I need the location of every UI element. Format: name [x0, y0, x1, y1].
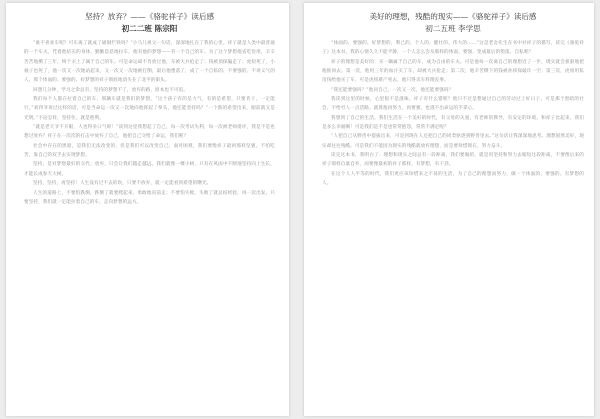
right-page-author: 初二五班 李学思 [425, 24, 481, 33]
right-paragraph-1: “体面的、要强的、好梦想的、利己的、个人的、健壮的、伟大的……”这是老舍先生在书中对祥子的描写。读完《骆驼祥子》这本书，我的心情久久不能平静，一个人怎么会从那样的体面、要强，变成最后的堕落、自私呢？ [322, 41, 584, 56]
right-paragraph-6: “人把自己从野兽中提拔出来，可是到现在人还把自己的同类驱逐到野兽里去。”这句话让我深深地思考。理想固然美好，现实却往往残酷。可是我们不能因为现实的残酷就放弃理想，而是要珍惜现在，努力奋斗。 [322, 134, 584, 149]
left-paragraph-6: 坚持，是对梦想最好的交代；放弃，只会让我们越走越远。我们就像一棵小树，只有在风雨中不断地坚持向上生长，才能长成参天大树。 [24, 162, 275, 177]
left-paragraph-7: 坚持，坚持，再坚持！人生没有过不去的坎，只要不放弃，就一定能看到希望的曙光。 [33, 181, 212, 187]
right-paragraph-7: 读完这本书，我明白了：理想和现实之间总有一段距离，我们要做的，就是用坚持和努力去缩短这段距离。不要像后来的祥子那样自暴自弃，而要像最初的祥子那样，有梦想，有干劲。 [322, 153, 584, 168]
left-paragraph-3: 我们每个人都在拉着自己的车，那辆车就是我们的梦想。“这个孩子有的是力气，有的是希望，只要肯干，一定能行。”刘四爷说过这样的话，可是当命运一次又一次地向他挥起了拳头，他还能坚持吗？“一个新的希望出来，眼前就又是光明。”不论怎样，坚持住，就是胜利。 [24, 97, 275, 121]
right-paragraph-3: “我还能要强吗？”他问自己，一次又一次，他还能要强吗？ [331, 87, 454, 93]
left-paragraph-1: “谁不喜欢车呢？可车离了就成了破铜烂铁吗？”小马儿祖父一句话，深深地扎在了我的心里。祥子就是人类中最普通的一个车夫，凭着他结实的身体，勤勤恳恳地拉车，他有他的梦想——有一个自己的车。为了这个梦想他省吃俭用，辛辛苦苦地攒了三年，终于买上了属于自己的车。可是命运却不肯放过他，车被大兵抢走了；钱被侦探骗走了；虎妞死了，小福子也死了，他一次又一次地站起来，又一次又一次地被打倒，最后他堕落了，成了一个自私的、不要强的、不讲义气的人，那个体面的、要强的、好梦想的祥子彻底地消失在了北平的街头。 [24, 41, 275, 84]
right-paragraph-5: 我想到了自己的生活。我们生活在一个美好的时代，有父母的关爱，有老师的教导，有安定的环境。和祥子比起来，我们是多么幸福啊！可是我们是不是也常常抱怨，常常不满足呢？ [322, 115, 584, 131]
left-paragraph-8: 人生的道路上，不要怕跌倒，跌倒了就要爬起来，勇敢地向前走；不要怕失败，失败了就总结经验，再一次出发。只要坚持，我们就一定能拉着自己的车，走向梦想的远方。 [24, 190, 275, 205]
right-paragraph-2: 祥子的理想是美好的：买一辆属于自己的车，成为自由的车夫。可是他每一次离自己的理想近了一步，现实就会狠狠地把他推回去。第一次，他用三年的血汗买了车，却被大兵抢走；第二次，他辛苦攒下的钱被孙侦探敲诈一空；第三次，虎妞用私房钱给他买了车，可是虎妞难产死去，他只得卖车料理丧事。 [322, 59, 584, 84]
right-paragraph-8: 在这个人人平等的时代，我们更应该珍惜来之不易的生活，为了自己的理想而努力，做一个体面的、要强的、有梦想的人。 [322, 171, 584, 187]
right-paragraph-4: 我读到这里的时候，心里很不是滋味。祥子有什么错呢？他只不过是想通过自己的劳动过上好日子。可是那个黑暗的社会，不给穷人一点活路。就算他再努力，再要强，也逃不出命运的手掌心。 [322, 97, 584, 112]
left-paragraph-4: “就是老天爷不开眼，人也得争口气呀！”读到这里我想起了自己，每一次考试失利，每一次被老师批评，我是不是也想过放弃？祥子在一次次的打击中放弃了自己，他把自己交给了命运，我们呢？ [24, 125, 275, 140]
left-page [6, 3, 289, 416]
left-paragraph-2: 回想几分钟，学习之余总有，坚持的梦想不了，放弃的路，原本也不可追。 [33, 87, 188, 93]
left-page-author: 初二二班 陈宗阳 [121, 24, 178, 33]
left-page-title: 坚持？放弃？——《骆驼祥子》读后感 [84, 12, 215, 21]
left-paragraph-5: 社会中存在的黑暗，是我们无法改变的，但是我们可以改变自己。面对困难，我们要像祥子最初那样坚强，不怕吃苦，靠自己的双手去实现梦想。 [24, 143, 275, 159]
right-page-title: 美好的理想，残酷的现实——《骆驼祥子》读后感 [369, 12, 537, 21]
right-page [304, 3, 594, 416]
